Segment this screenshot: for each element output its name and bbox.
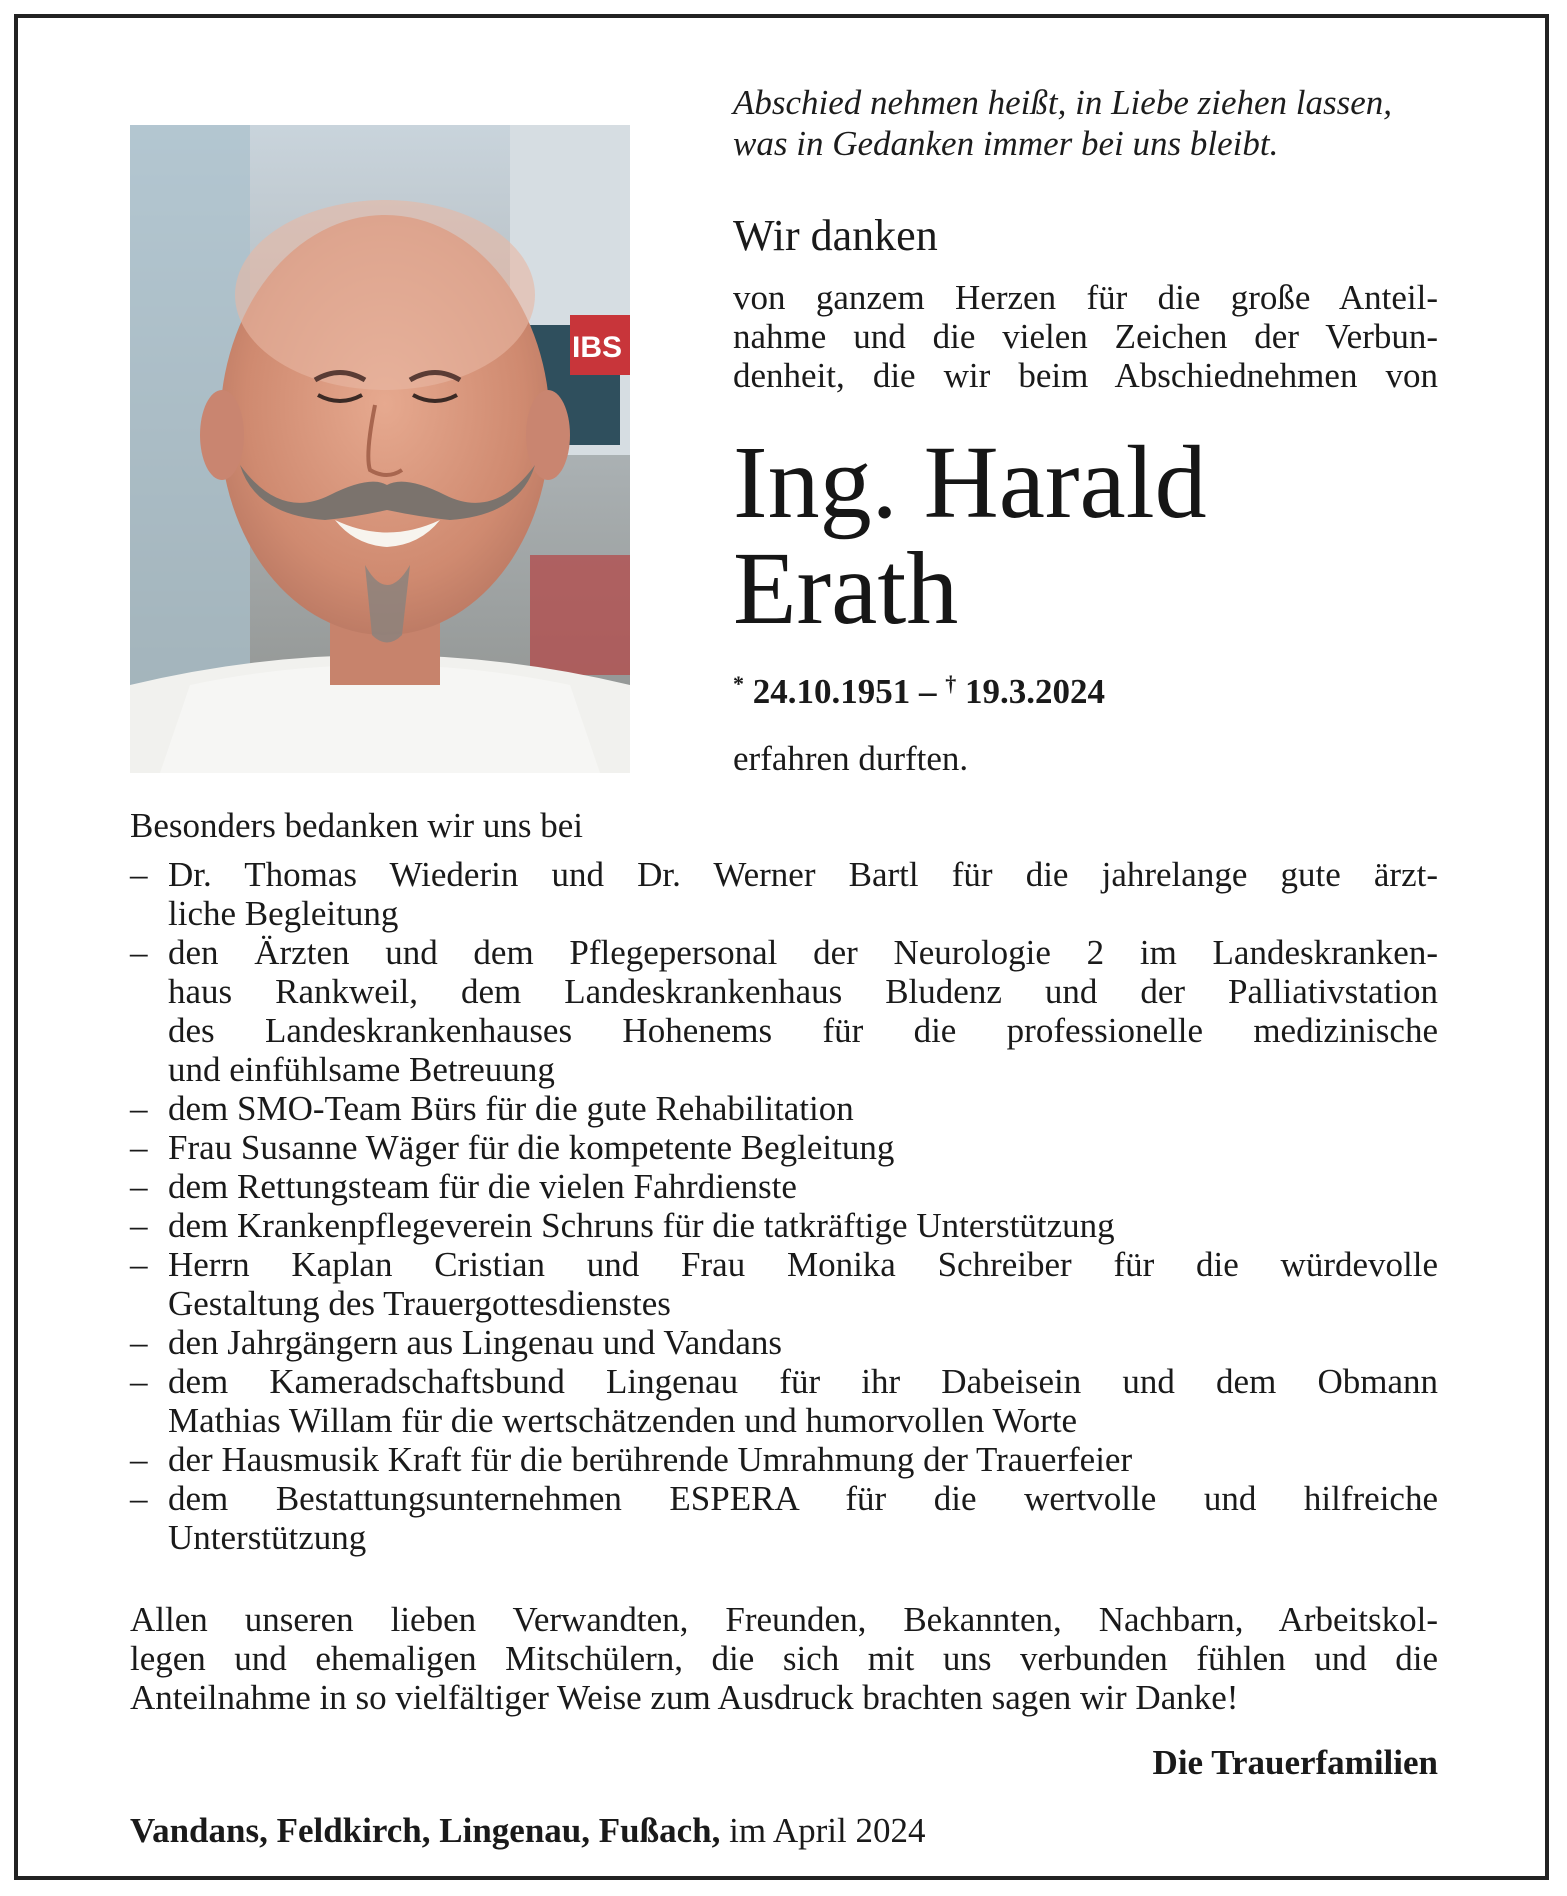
after-name-text: erfahren durften. <box>733 739 969 778</box>
life-dates <box>733 663 1105 713</box>
thanks-list-item <box>130 1362 1438 1440</box>
thanks-list-line: Frau Susanne Wäger für die kompetente Begleitung <box>168 1128 895 1167</box>
birth-date: 24.10.1951 <box>752 672 911 711</box>
thanks-list-item <box>130 1440 1438 1479</box>
closing-line: legen und ehemaligen Mitschülern, die sich mit uns verbunden fühlen und die <box>130 1639 1438 1678</box>
thanks-list-line: den Jahrgängern aus Lingenau und Vandans <box>168 1323 782 1362</box>
deceased-name-line: Ing. Harald <box>733 425 1207 540</box>
thanks-list-line: dem Krankenpflegeverein Schruns für die tatkräftige Unterstützung <box>168 1206 1115 1245</box>
thanks-list-line: Herrn Kaplan Cristian und Frau Monika Schreiber für die würdevolle <box>168 1245 1438 1284</box>
thanks-list-line: dem Bestattungsunternehmen ESPERA für die wertvolle und hilfreiche <box>168 1479 1438 1518</box>
date-text: im April 2024 <box>729 1811 926 1850</box>
list-dash: – <box>130 1479 148 1518</box>
closing-line: Allen unseren lieben Verwandten, Freunden, Bekannten, Nachbarn, Arbeitskol- <box>130 1600 1438 1639</box>
deceased-name-line: Erath <box>733 531 959 646</box>
thanks-list-line: haus Rankweil, dem Landeskrankenhaus Bludenz und der Palliativstation <box>168 972 1438 1011</box>
thanks-list-line: Mathias Willam für die wertschätzenden und humorvollen Worte <box>168 1401 1078 1440</box>
death-symbol: † <box>945 671 957 696</box>
list-dash: – <box>130 933 148 972</box>
thanks-list-line: dem Kameradschaftsbund Lingenau für ihr Dabeisein und dem Obmann <box>168 1362 1438 1401</box>
quote-line: was in Gedanken immer bei uns bleibt. <box>733 124 1279 163</box>
list-dash: – <box>130 1323 148 1362</box>
memorial-quote <box>733 82 1453 164</box>
thanks-heading: Wir danken <box>733 211 938 260</box>
thanks-list-item <box>130 1206 1438 1245</box>
thanks-list-item <box>130 1089 1438 1128</box>
thanks-list-item <box>130 855 1438 933</box>
special-thanks-heading: Besonders bedanken wir uns bei <box>130 806 583 845</box>
thanks-list-line: Gestaltung des Trauergottesdienstes <box>168 1284 671 1323</box>
thanks-list-line: den Ärzten und dem Pflegepersonal der Neurologie 2 im Landeskranken- <box>168 933 1438 972</box>
signature: Die Trauerfamilien <box>1152 1743 1438 1782</box>
thanks-list-item <box>130 1167 1438 1206</box>
intro-line: von ganzem Herzen für die große Anteil- <box>733 278 1438 317</box>
date-separator: – <box>919 672 937 711</box>
thanks-list-line: Dr. Thomas Wiederin und Dr. Werner Bartl für die jahrelange gute ärzt- <box>168 855 1438 894</box>
death-date: 19.3.2024 <box>965 672 1105 711</box>
thanks-list-line: liche Begleitung <box>168 894 399 933</box>
background-sign: IBS <box>572 331 623 364</box>
place-and-date <box>130 1810 926 1852</box>
intro-line: denheit, die wir beim Abschiednehmen von <box>733 356 1438 395</box>
thanks-list-line: des Landeskrankenhauses Hohenems für die professionelle medizinische <box>168 1011 1438 1050</box>
thanks-list-line: und einfühlsame Betreuung <box>168 1050 555 1089</box>
birth-symbol: * <box>733 671 744 696</box>
list-dash: – <box>130 1245 148 1284</box>
list-dash: – <box>130 1362 148 1401</box>
closing-line: Anteilnahme in so vielfältiger Weise zum Ausdruck brachten sagen wir Danke! <box>130 1678 1239 1717</box>
list-dash: – <box>130 1089 148 1128</box>
intro-line: nahme und die vielen Zeichen der Verbun- <box>733 317 1438 356</box>
list-dash: – <box>130 1167 148 1206</box>
thanks-list <box>130 855 1438 1557</box>
list-dash: – <box>130 855 148 894</box>
thanks-list-item <box>130 1128 1438 1167</box>
deceased-name <box>733 425 1207 646</box>
list-dash: – <box>130 1128 148 1167</box>
thanks-list-line: der Hausmusik Kraft für die berührende Umrahmung der Trauerfeier <box>168 1440 1133 1479</box>
thanks-list-item <box>130 933 1438 1089</box>
thanks-list-line: dem SMO-Team Bürs für die gute Rehabilitation <box>168 1089 854 1128</box>
thanks-list-item <box>130 1245 1438 1323</box>
list-dash: – <box>130 1440 148 1479</box>
closing-paragraph <box>130 1600 1438 1717</box>
thanks-list-item <box>130 1479 1438 1557</box>
thanks-list-line: dem Rettungsteam für die vielen Fahrdienste <box>168 1167 797 1206</box>
portrait-photo <box>130 125 630 773</box>
places: Vandans, Feldkirch, Lingenau, Fußach, <box>130 1811 721 1850</box>
thanks-list-line: Unterstützung <box>168 1518 367 1557</box>
quote-line: Abschied nehmen heißt, in Liebe ziehen lassen, <box>733 83 1393 122</box>
list-dash: – <box>130 1206 148 1245</box>
intro-paragraph <box>733 278 1438 395</box>
thanks-list-item <box>130 1323 1438 1362</box>
